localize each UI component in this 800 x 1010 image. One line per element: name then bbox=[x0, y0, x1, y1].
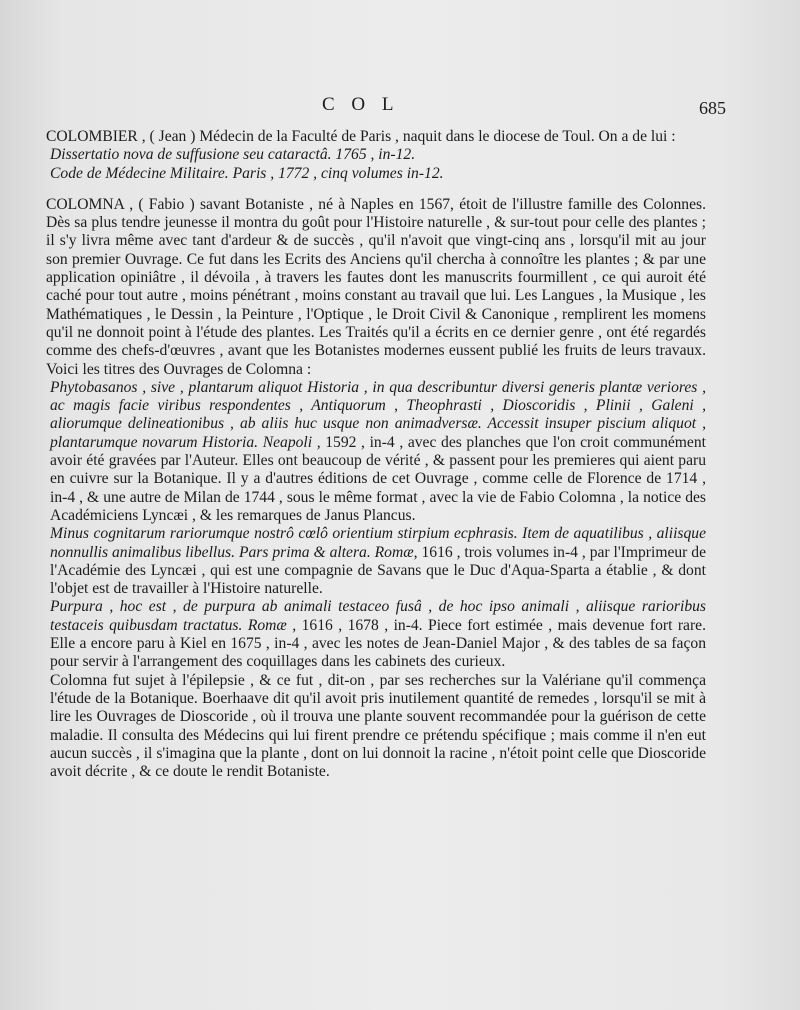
work-purpura-detail: 1616 , 1678 , in-4. Piece fort estimée , mais devenue fort rare. Elle a encore paru à Kiel en 1675 , in-4 , avec les notes de Jean-Daniel Major , & des tables de sa façon pour servir à l'arrangement des coquillages dans les cabinets des curieux. bbox=[50, 616, 706, 671]
work-dissertatio: Dissertatio nova de suffusione seu cataractâ. 1765 , in-12. bbox=[50, 146, 416, 164]
work-phytobasanos bbox=[46, 379, 706, 525]
work-purpura bbox=[46, 598, 706, 671]
work-minus-cognitarum-title: Minus cognitarum rariorumque nostrô cœlô orientium stirpium ecphrasis. Item de aquatilibus , aliisque nonnullis animalibus libellus. Pars prima & altera. Romæ, bbox=[50, 525, 706, 561]
work-purpura-title: Purpura , hoc est , de purpura ab animali testaceo fusâ , de hoc ipso animali , aliisque rarioribus testaceis quibusdam tractatus. Romæ , bbox=[50, 598, 706, 634]
body-text bbox=[46, 128, 706, 781]
entry-colombier-intro: COLOMBIER , ( Jean ) Médecin de la Faculté de Paris , naquit dans le diocese de Toul. On a de lui : bbox=[46, 128, 676, 145]
work-minus-cognitarum-detail: 1616 , trois volumes in-4 , par l'Imprimeur de l'Académie des Lyncæi , qui est une compagnie de Savans que le Duc d'Aqua-Sparta a établie , & dont l'objet est de travailler à l'Histoire naturelle. bbox=[50, 543, 706, 598]
work-code-medecine: Code de Médecine Militaire. Paris , 1772 , cinq volumes in-12. bbox=[50, 164, 444, 182]
work-minus-cognitarum bbox=[46, 525, 706, 598]
entry-colomna-intro: COLOMNA , ( Fabio ) savant Botaniste , né à Naples en 1567, étoit de l'illustre famille des Colonnes. Dès sa plus tendre jeunesse il montra du goût pour l'Histoire naturelle , & sur-tout pour celle des plantes ; il s'y livra même avec tant d'ardeur & de succès , qu'il n'avoit que vingt-cinq ans , lorsqu'il mit au jour son premier Ouvrage. Ce fut dans les Ecrits des Anciens qu'il chercha à connoître les plantes ; & par une application opiniâtre , il dévoila , à travers les fautes dont les manuscrits fourmillent , ce qui auroit été caché pour tout autre , moins pénétrant , moins constant au travail que lui. Les Langues , la Musique , les Mathématiques , le Dessin , la Peinture , l'Optique , le Droit Civil & Canonique , remplirent les momens qu'il ne donnoit point à l'étude des plantes. Les Traités qu'il a écrits en ce dernier genre , ont été regardés comme des chefs-d'œuvres , avant que les Botanistes modernes eussent publié les fruits de leurs travaux. Voici les titres des Ouvrages de Colomna : bbox=[46, 195, 706, 378]
running-head: C O L bbox=[322, 94, 400, 115]
work-phytobasanos-title: Phytobasanos , sive , plantarum aliquot Historia , in qua describuntur diversi generis plantæ veriores , ac magis facie viribus respondentes , Antiquorum , Theophrasti , Dioscoridis , Plinii , Galeni , aliorumque delineationibus , ab aliis huc usque non animadversæ. Accessit insuper piscium aliquot , plantarumque novarum Historia. Neapoli , bbox=[50, 378, 706, 451]
page-number: 685 bbox=[699, 98, 726, 118]
work-phytobasanos-detail: 1592 , in-4 , avec des planches que l'on croit communément avoir été gravées par l'Auteur. Elles ont beaucoup de vérité , & passent pour les premieres qui aient paru en cuivre sur la Botanique. Il y a d'autres éditions de cet Ouvrage , comme celle de Florence de 1714 , in-4 , & une autre de Milan de 1744 , sous le même format , avec la vie de Fabio Colomna , la notice des Académiciens Lyncæi , & les remarques de Janus Plancus. bbox=[50, 433, 706, 524]
page-header bbox=[40, 94, 726, 118]
entry-colomna-closing: Colomna fut sujet à l'épilepsie , & ce fut , dit-on , par ses recherches sur la Valériane qu'il commença l'étude de la Botanique. Boerhaave dit qu'il avoit pris inutilement quantité de remedes , lorsqu'il se mit à lire les Ouvrages de Dioscoride , où il trouva une plante souvent recommandée pour la guérison de cette maladie. Il consulta des Médecins qui lui firent prendre ce prétendu spécifique ; mais comme il n'en eut aucun succès , il s'imagina que la plante , dont on lui donnoit la racine , n'étoit point celle que Dioscoride avoit décrite , & ce doute le rendit Botaniste. bbox=[50, 671, 706, 781]
